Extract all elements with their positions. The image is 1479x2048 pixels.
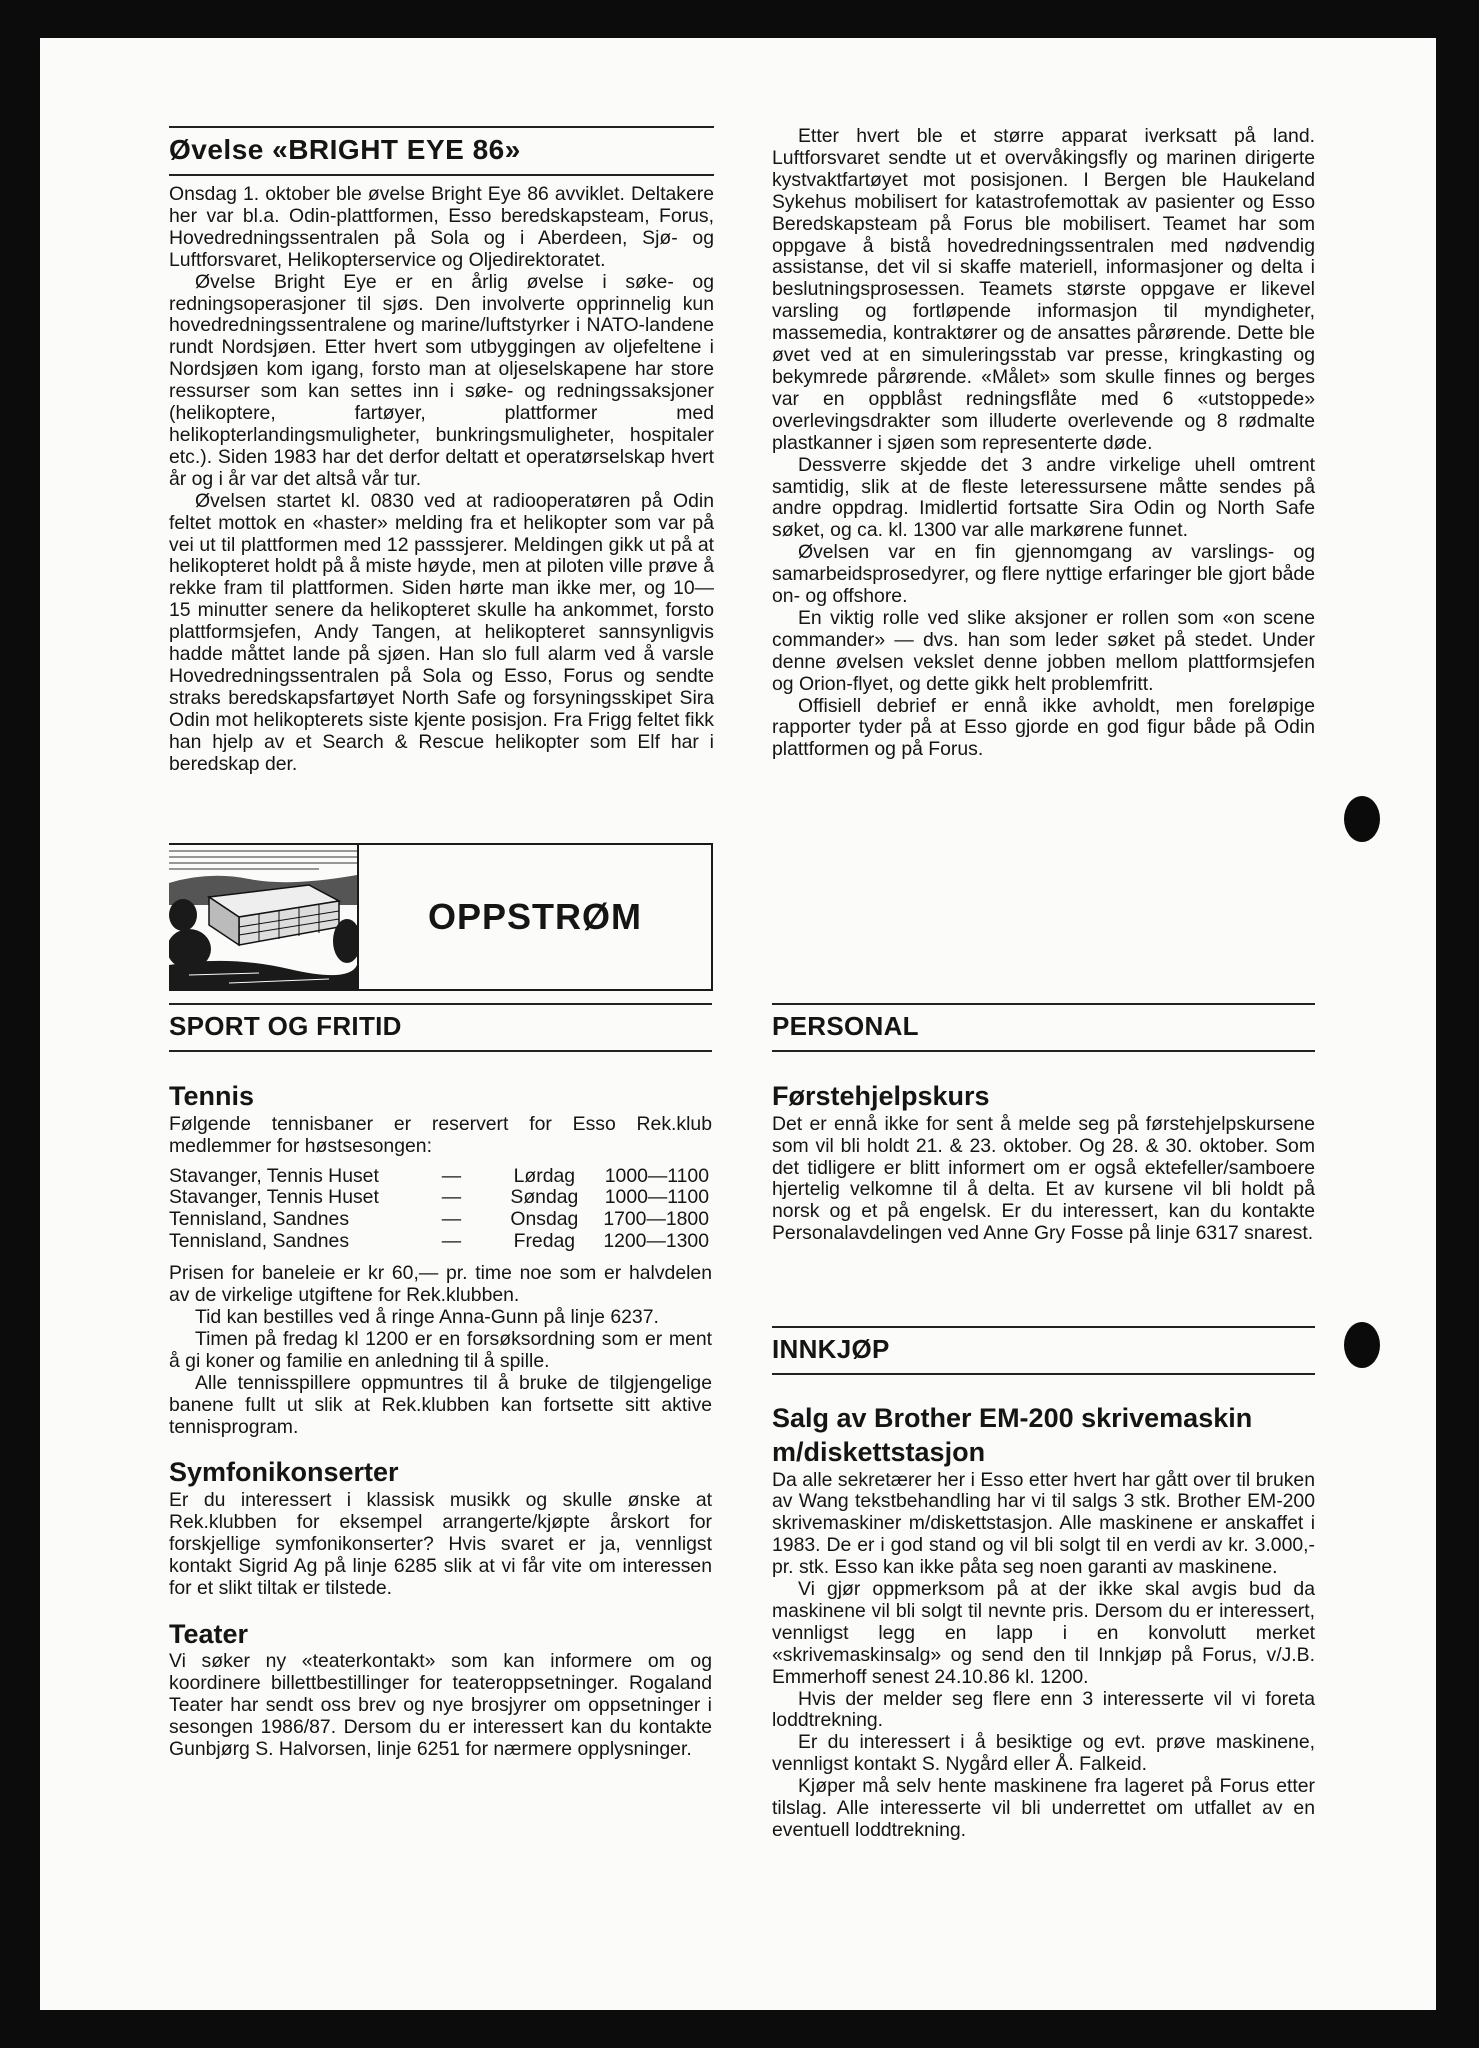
innkjop-paragraph: Da alle sekretærer her i Esso etter hvert har gått over til bruken av Wang tekstbehandling har vi til salgs 3 stk. Brother EM-200 skrivemaskiner m/diskettstasjon. Alle maskinene er anskaffet i 1983. De er i god stand og vil bli solgt til en verdi av kr. 3.000,- pr. stk. Esso kan ikke påta seg noen garanti av maskinene. [772,1468,1315,1579]
oppstrom-title: OPPSTRØM [357,845,711,989]
tennis-schedule-row [169,1231,709,1253]
tennis-paragraph: Prisen for baneleie er kr 60,— pr. time noe som er halvdelen av de virkelige utgiftene for Rek.klubben. [169,1262,712,1307]
tennis-schedule-row [169,1166,709,1188]
bright-eye-right-column [772,126,1315,761]
forstehjelp-text: Det er ennå ikke for sent å melde seg på førstehjelpskursene som vil bli holdt 21. & 23. oktober. Og 28. & 30. oktober. Som det tidligere er blitt informert om er også ektefeller/samboere hjertelig velkomne til å delta. Et av kursene vil bli holdt på norsk og et på engelsk. Er du interessert, kan du kontakte Personalavdelingen ved Anne Gry Fosse på linje 6317 snarest. [772,1112,1315,1245]
document-page [40,38,1436,2010]
tennis-title: Tennis [169,1081,255,1111]
innkjop-paragraph: Kjøper må selv hente maskinene fra lageret på Forus etter tilslag. Alle interesserte vil bli underrettet om utfallet av en eventuell loddtrekning. [772,1775,1315,1841]
building-illustration-icon [169,845,357,991]
innkjop-section-rule [772,1326,1315,1328]
bright-eye-paragraph: En viktig rolle ved slike aksjoner er rollen som «on scene commander» — dvs. han som leder søket på stedet. Under denne øvelsen vekslet denne jobben mellom plattformsjefen og Orion-flyet, og dette gikk helt problemfritt. [772,606,1315,695]
schedule-place: Stavanger, Tennis Huset [169,1186,379,1209]
oppstrom-banner [169,843,713,991]
schedule-time: 1000—1100 [604,1186,709,1209]
bright-eye-paragraph: Øvelsen startet kl. 0830 ved at radiooperatøren på Odin feltet mottok en «haster» melding fra et helikopter som var på vei ut til plattformen med 12 passsjerer. Meldingen gikk ut på at helikopteret holdt på å miste høyde, men at piloten ville prøve å rekke fram til plattformen. Siden hørte man ikke mer, og 10—15 minutter senere da helikopteret skulle ha ankommet, forsto plattformsjefen, Andy Tangen, at helikopteret sannsynligvis hadde måttet lande på sjøen. Han slo full alarm ved å varsle Hovedredningssentralen på Sola og Esso, Forus og sendte straks beredskapsfartøyet North Safe og forsyningsskipet Sira Odin mot helikopterets siste kjente posisjon. Fra Frigg feltet fikk han hjelp av et Search & Rescue helikopter som Elf har i beredskap der. [169,489,714,775]
innkjop-section-underline [772,1373,1315,1375]
tennis-paragraph: Tid kan bestilles ved å ringe Anna-Gunn på linje 6237. [195,1306,659,1328]
bright-eye-title-rule [169,174,714,176]
symfoni-title: Symfonikonserter [169,1457,399,1488]
schedule-day: Fredag [513,1230,576,1253]
brother-sale-title: Salg av Brother EM-200 skrivemaskin m/diskettstasjon [772,1403,1253,1467]
schedule-time: 1700—1800 [603,1208,709,1231]
tennis-intro: Følgende tennisbaner er reservert for Esso Rek.klub medlemmer for høstsesongen: [169,1112,712,1157]
personal-column [772,1080,1315,1245]
sport-section-title: SPORT OG FRITID [169,1011,402,1041]
tennis-schedule-row [169,1209,709,1231]
schedule-dash: — [441,1164,462,1187]
bright-eye-paragraph: Øvelse Bright Eye er en årlig øvelse i søke- og redningsoperasjoner til sjøs. Den involverte opprinnelig kun hovedredningssentralene og marine/luftstyrker i NATO-landene rundt Nordsjøen. Etter hvert som utbyggingen av oljefeltene i Nordsjøen kom igang, forsto man at oljeselskapene har store ressurser som kan settes inn i søke- og redningssaksjoner (helikoptere, fartøyer, plattformer med helikopterlandingsmuligheter, bunkringsmuligheter, hospitaler etc.). Siden 1983 har det derfor deltatt et operatørselskap hvert år og i år var det altså vår tur. [169,270,714,490]
schedule-day: Lørdag [513,1164,576,1187]
bright-eye-paragraph: Offisiell debrief er ennå ikke avholdt, men foreløpige rapporter tyder på at Esso gjorde en god figur både på Odin plattformen og på Forus. [772,694,1315,761]
sport-section-underline [169,1050,712,1052]
innkjop-paragraph: Er du interessert i å besiktige og evt. prøve maskinene, vennligst kontakt S. Nygård eller Å. Falkeid. [772,1731,1315,1776]
innkjop-column [772,1402,1315,1842]
personal-section-underline [772,1050,1315,1052]
innkjop-paragraph: Vi gjør oppmerksom på at der ikke skal avgis bud da maskinene vil bli solgt til nevnte pris. Dersom du er interessert, vennligst legg en lapp i en konvolutt merket «skrivemaskinsalg» og send den til Innkjøp på Forus, v/J.B. Emmerhoff senest 24.10.86 kl. 1200. [772,1578,1315,1688]
bright-eye-left-column [169,184,714,775]
teater-title: Teater [169,1618,249,1649]
schedule-dash: — [441,1186,462,1209]
personal-section-rule [772,1003,1315,1005]
schedule-place: Tennisland, Sandnes [169,1230,350,1253]
innkjop-paragraph: Hvis der melder seg flere enn 3 interesserte vil vi foreta loddtrekning. [772,1687,1315,1732]
bright-eye-title: Øvelse «BRIGHT EYE 86» [169,134,521,165]
tennis-schedule-table [169,1166,709,1254]
innkjop-section-title: INNKJØP [772,1334,890,1364]
schedule-time: 1200—1300 [603,1230,709,1253]
binder-hole [1344,1322,1380,1368]
symfoni-text: Er du interessert i klassisk musikk og skulle ønske at Rek.klubben for eksempel arrangerte/kjøpte årskort for forskjellige symfonikonserter? Hvis svaret er ja, vennligst kontakt Sigrid Ag på linje 6285 slik at vi får vite om interessen for et slikt tiltak er tilstede. [169,1489,712,1599]
tennis-paragraph: Alle tennisspillere oppmuntres til å bruke de tilgjengelige banene fullt ut slik at Rek.klubben kan fortsette sitt aktive tennisprogram. [169,1371,712,1438]
binder-hole [1344,796,1380,842]
tennis-paragraph: Timen på fredag kl 1200 er en forsøksordning som er ment å gi koner og familie en anledning til å spille. [169,1327,712,1372]
teater-text: Vi søker ny «teaterkontakt» som kan informere om og koordinere billettbestillinger for teateroppsetninger. Rogaland Teater har sendt oss brev og nye brosjyrer om oppsetninger i sesongen 1986/87. Dersom du er interessert kan du kontakte Gunbjørg S. Halvorsen, linje 6251 for nærmere opplysninger. [169,1650,712,1761]
schedule-dash: — [441,1208,462,1231]
sport-column [169,1080,712,1761]
schedule-place: Stavanger, Tennis Huset [169,1164,379,1187]
innkjop-section-heading-block [772,1334,1315,1365]
personal-section-heading-block [772,1011,1315,1042]
sport-section-rule [169,1003,712,1005]
sport-section-heading-block [169,1011,712,1042]
forstehjelp-title: Førstehjelpskurs [772,1081,990,1111]
bright-eye-heading-block [169,134,714,166]
tennis-schedule-row [169,1187,709,1209]
personal-section-title: PERSONAL [772,1011,919,1041]
bright-eye-paragraph: Etter hvert ble et større apparat iverksatt på land. Luftforsvaret sendte ut et overvåkingsfly og marinen dirigerte kystvaktfartøyet mot posisjonen. I Bergen ble Haukeland Sykehus mobilisert for katastrofemottak av pasienter og Esso Beredskapsteam på Forus ble mobilisert. Teamet har som oppgave å bistå hovedredningssentralen med nødvendig assistanse, det vil si skaffe materiell, informasjoner og delta i beslutningsprosessen. Teamets største oppgave er likevel varsling og fortløpende informasjon til myndigheter, massemedia, kontraktører og de ansattes pårørende. Dette ble øvet ved at en simuleringsstab var presse, kringkasting og bekymrede pårørende. «Målet» som skulle finnes og berges var en oppblåst redningsflåte med 6 «utstoppede» overlevingsdrakter som illuderte overlevende og 8 rødmalte plastkanner i sjøen som representerte døde. [772,125,1315,454]
schedule-place: Tennisland, Sandnes [169,1208,350,1231]
schedule-day: Søndag [510,1186,579,1209]
bright-eye-paragraph: Øvelsen var en fin gjennomgang av varslings- og samarbeidsprosedyrer, og flere nyttige erfaringer ble gjort både on- og offshore. [772,541,1315,608]
schedule-time: 1000—1100 [604,1164,709,1187]
schedule-day: Onsdag [510,1208,579,1231]
schedule-dash: — [441,1230,462,1253]
bright-eye-paragraph: Onsdag 1. oktober ble øvelse Bright Eye 86 avviklet. Deltakere her var bl.a. Odin-plattformen, Esso beredskapsteam, Forus, Hovedredningssentralen på Sola og i Aberdeen, Sjø- og Luftforsvaret, Helikopterservice og Oljedirektoratet. [169,183,714,271]
bright-eye-paragraph: Dessverre skjedde det 3 andre virkelige uhell omtrent samtidig, slik at de fleste leteressursene måtte sendes på andre oppdrag. Imidlertid fortsatte Sira Odin og North Safe søket, og ca. kl. 1300 var alle markørene funnet. [772,453,1315,542]
top-rule-left [169,126,714,128]
